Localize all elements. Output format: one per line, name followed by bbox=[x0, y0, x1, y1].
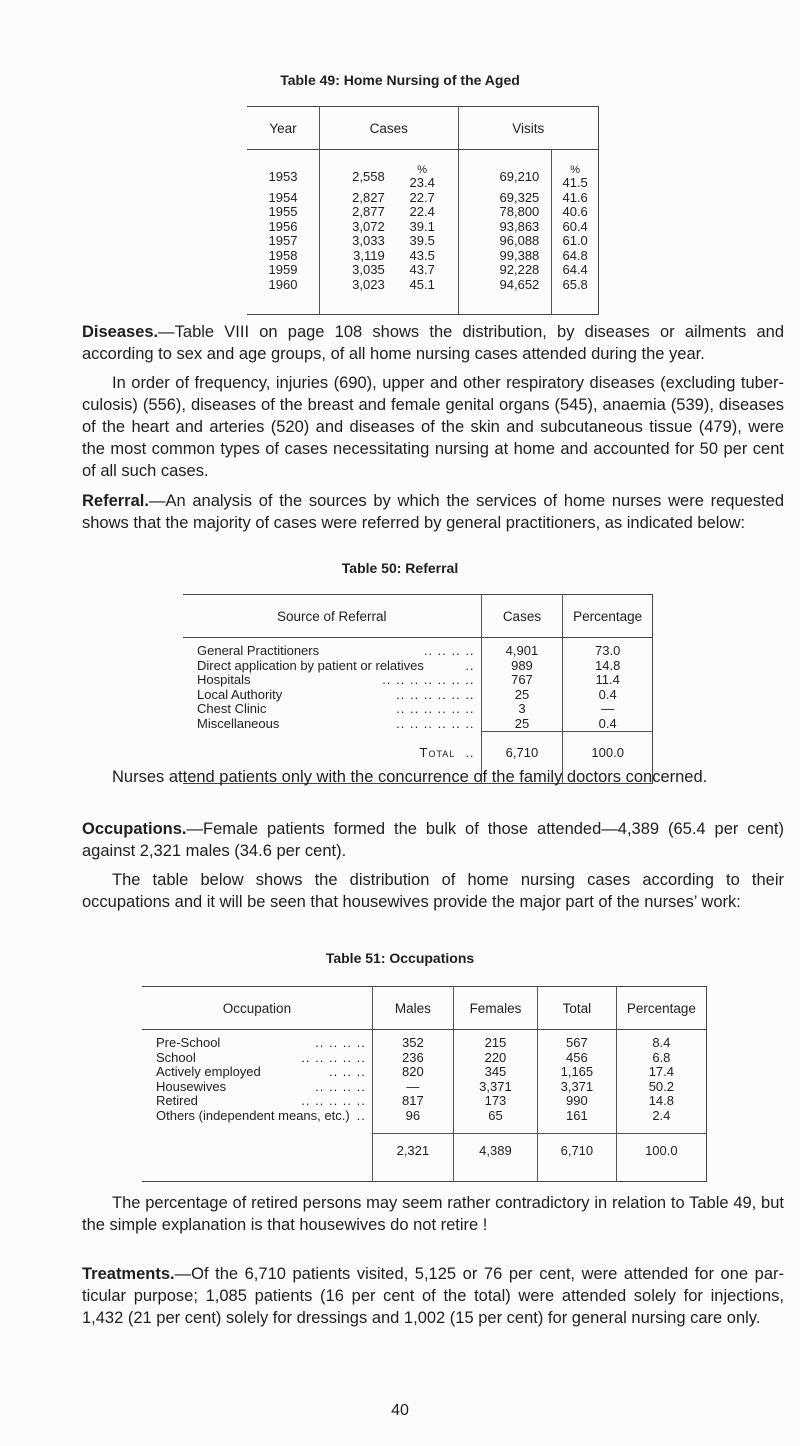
t50-cases: 25 bbox=[481, 717, 563, 732]
t49-year: 1957 bbox=[268, 233, 298, 248]
t50-leader-dots: .. .. .. .. .. .. .. bbox=[382, 672, 475, 687]
t50-source-label: Hospitals bbox=[197, 672, 251, 687]
t49-cases-pct bbox=[397, 220, 458, 235]
t49-visits-pct-value: 41.5 bbox=[562, 175, 588, 190]
t51-occupation-label: Actively employed bbox=[156, 1064, 261, 1079]
t50-percentage: 11.4 bbox=[563, 673, 653, 688]
t51-males: 817 bbox=[372, 1094, 453, 1109]
t49-visits: 69,325 bbox=[458, 191, 552, 206]
t49-cases-pct bbox=[397, 191, 458, 206]
t49-row bbox=[247, 191, 599, 206]
t50-cases: 4,901 bbox=[481, 638, 563, 659]
t50-leader-dots: .. bbox=[465, 657, 475, 673]
t49-cases-pct-value: 39.1 bbox=[409, 218, 435, 234]
t49-visits-pct-value: 65.8 bbox=[562, 276, 588, 292]
t50-cases: 989 bbox=[481, 659, 563, 674]
t49-cases: 3,033 bbox=[320, 234, 397, 249]
t51-occupation bbox=[142, 1094, 372, 1109]
t51-row bbox=[142, 1030, 707, 1051]
t51-total-females: 4,389 bbox=[453, 1134, 537, 1182]
t49-cases-pct bbox=[397, 150, 458, 191]
t51-occupation-label: Retired bbox=[156, 1093, 198, 1108]
t49-visits-pct-value: 61.0 bbox=[562, 233, 588, 248]
t50-source bbox=[183, 702, 481, 717]
table50-caption: Table 50: Referral bbox=[341, 560, 459, 576]
t49-visits-pct-sign: % bbox=[570, 164, 581, 176]
t50-source-label: Miscellaneous bbox=[197, 715, 280, 731]
t50-source bbox=[183, 688, 481, 703]
t50-source bbox=[183, 717, 481, 732]
t51-total: 456 bbox=[538, 1051, 617, 1066]
t49-year: 1959 bbox=[268, 262, 298, 277]
t51-occupation-label: School bbox=[156, 1049, 196, 1065]
t50-source bbox=[183, 638, 481, 659]
t49-visits: 93,863 bbox=[458, 220, 552, 235]
t51-leader-dots: .. .. .. .. bbox=[315, 1078, 366, 1094]
t50-cases: 25 bbox=[481, 688, 563, 703]
t49-row bbox=[247, 150, 599, 191]
t49-cases-pct-value: 43.7 bbox=[409, 262, 435, 277]
diseases-paragraph-2: In order of frequency, injuries (690), upper and other respiratory diseases (excluding tuberculosis) (556), diseases of the breast and female genital organs (545), anaemia (539), diseases of the heart and arteries (520) and diseases of the skin and subcutaneous tissue (479), were the most common types of cases necessitating nursing at home and accounted for 50 per cent of all such cases. bbox=[82, 374, 784, 480]
t51-total: 567 bbox=[538, 1030, 617, 1051]
t49-cases-pct-sign: % bbox=[417, 164, 428, 176]
t50-percentage: 73.0 bbox=[563, 638, 653, 659]
t49-cases-pct-value: 22.4 bbox=[409, 204, 435, 219]
t51-occupation bbox=[142, 1080, 372, 1095]
t49-visits-pct bbox=[552, 278, 599, 315]
t50-leader-dots: .. .. .. .. .. .. bbox=[396, 701, 475, 716]
t49-cases-pct bbox=[397, 234, 458, 249]
t49-header-year: Year bbox=[247, 107, 320, 150]
table49-caption: Table 49: Home Nursing of the Aged bbox=[280, 72, 520, 88]
t50-total-dots: .. bbox=[465, 744, 475, 760]
t49-year: 1956 bbox=[268, 218, 298, 234]
t49-cases: 3,035 bbox=[320, 263, 397, 278]
t51-leader-dots: .. .. .. .. .. bbox=[301, 1093, 366, 1108]
t50-total-percentage: 100.0 bbox=[563, 732, 653, 784]
t51-females: 65 bbox=[453, 1109, 537, 1134]
t49-cases: 3,119 bbox=[320, 249, 397, 264]
t51-percentage: 2.4 bbox=[616, 1109, 706, 1134]
t51-males: 820 bbox=[372, 1065, 453, 1080]
t50-header-cases: Cases bbox=[481, 595, 563, 638]
t50-source-label: General Practitioners bbox=[197, 643, 320, 658]
t51-percentage: 6.8 bbox=[616, 1051, 706, 1066]
t50-row bbox=[183, 659, 653, 674]
t51-total: 990 bbox=[538, 1094, 617, 1109]
t49-visits-pct bbox=[552, 150, 599, 191]
t50-percentage: — bbox=[563, 702, 653, 717]
referral-text: —An analysis of the sources by which the services of home nurses were requested shows that the majority of cases were referred by general practitioners, as indicated below: bbox=[82, 492, 784, 532]
t49-year: 1960 bbox=[268, 276, 298, 292]
t51-total-percentage: 100.0 bbox=[616, 1134, 706, 1182]
t50-row bbox=[183, 717, 653, 732]
t51-females: 345 bbox=[453, 1065, 537, 1080]
t49-visits-pct bbox=[552, 263, 599, 278]
referral-heading: Referral. bbox=[82, 492, 149, 510]
retired-note: The percentage of retired persons may seem rather contradictory in relation to Table 49, but the simple explanation is that housewives do not retire ! bbox=[82, 1194, 784, 1234]
t49-cases: 2,827 bbox=[320, 191, 397, 206]
t50-row bbox=[183, 702, 653, 717]
t49-cases-pct-value: 43.5 bbox=[409, 247, 435, 263]
page-number: 40 bbox=[391, 1402, 409, 1419]
t50-row bbox=[183, 673, 653, 688]
t49-year: 1954 bbox=[268, 189, 298, 205]
occupations-paragraph-1 bbox=[82, 818, 784, 862]
t49-year: 1955 bbox=[268, 204, 298, 219]
t51-occupation bbox=[142, 1065, 372, 1080]
t49-visits: 69,210 bbox=[458, 150, 552, 191]
t50-total-label: Total bbox=[419, 744, 456, 760]
table51 bbox=[142, 986, 707, 1182]
t49-visits-pct bbox=[552, 249, 599, 264]
t49-row bbox=[247, 263, 599, 278]
t49-cases-pct-value: 39.5 bbox=[409, 233, 435, 248]
t51-males: 236 bbox=[372, 1051, 453, 1066]
t51-occupation-label: Pre-School bbox=[156, 1035, 221, 1050]
t50-leader-dots: .. .. .. .. .. .. bbox=[396, 715, 475, 731]
t49-cases: 2,558 bbox=[320, 150, 397, 191]
t49-row bbox=[247, 278, 599, 315]
table50 bbox=[183, 594, 653, 784]
t51-occupation bbox=[142, 1030, 372, 1051]
t51-header-occupation: Occupation bbox=[142, 987, 372, 1030]
t50-source-label: Direct application by patient or relatives bbox=[197, 657, 424, 673]
t50-row bbox=[183, 688, 653, 703]
diseases-text-1: —Table VIII on page 108 shows the distribution, by diseases or ailments and according to sex and age groups, of all home nursing cases attended during the year. bbox=[82, 323, 784, 363]
t49-visits-pct-value: 40.6 bbox=[562, 204, 588, 219]
t50-source bbox=[183, 673, 481, 688]
t49-visits-pct bbox=[552, 205, 599, 220]
t51-body bbox=[142, 1030, 707, 1182]
t50-header-source: Source of Referral bbox=[183, 595, 481, 638]
t50-body bbox=[183, 638, 653, 784]
t50-source-label: Chest Clinic bbox=[197, 701, 267, 716]
t49-cases: 3,072 bbox=[320, 220, 397, 235]
t50-percentage: 14.8 bbox=[563, 659, 653, 674]
t51-leader-dots: .. .. .. bbox=[328, 1064, 366, 1079]
t49-visits: 78,800 bbox=[458, 205, 552, 220]
t51-percentage: 14.8 bbox=[616, 1094, 706, 1109]
treatments-text: —Of the 6,710 patients visited, 5,125 or 76 per cent, were attended for one particular purpose; 1,085 patients (16 per cent of the total) were attended solely for injections, 1,432 (21 per cent) solely for dressings and 1,002 (15 per cent) for general nursing care only. bbox=[82, 1265, 784, 1327]
t49-visits-pct bbox=[552, 191, 599, 206]
t49-cases-pct-value: 22.7 bbox=[409, 189, 435, 205]
t49-cases: 3,023 bbox=[320, 278, 397, 315]
t51-row bbox=[142, 1065, 707, 1080]
t50-header-percentage: Percentage bbox=[563, 595, 653, 638]
t51-occupation bbox=[142, 1051, 372, 1066]
t51-total: 1,165 bbox=[538, 1065, 617, 1080]
t49-visits-pct-value: 64.8 bbox=[562, 247, 588, 263]
t49-header-visits: Visits bbox=[458, 107, 598, 150]
t51-females: 173 bbox=[453, 1094, 537, 1109]
t49-visits: 92,228 bbox=[458, 263, 552, 278]
t51-total-males: 2,321 bbox=[372, 1134, 453, 1182]
t50-leader-dots: .. .. .. .. .. .. bbox=[396, 686, 475, 702]
t51-total: 3,371 bbox=[538, 1080, 617, 1095]
t49-cases-pct bbox=[397, 205, 458, 220]
t50-row bbox=[183, 638, 653, 659]
t51-males: 352 bbox=[372, 1030, 453, 1051]
t49-visits: 99,388 bbox=[458, 249, 552, 264]
t49-header-cases: Cases bbox=[320, 107, 459, 150]
t51-females: 215 bbox=[453, 1030, 537, 1051]
occupations-text-1: —Female patients formed the bulk of those attended—4,389 (65.4 per cent) against 2,321 males (34.6 per cent). bbox=[82, 820, 784, 860]
nurses-note: Nurses attend patients only with the concurrence of the family doctors concerned. bbox=[112, 768, 708, 786]
t50-total-cases: 6,710 bbox=[481, 732, 563, 784]
t50-percentage: 0.4 bbox=[563, 717, 653, 732]
t51-total-total: 6,710 bbox=[538, 1134, 617, 1182]
t51-percentage: 50.2 bbox=[616, 1080, 706, 1095]
table49 bbox=[247, 106, 599, 315]
t49-body bbox=[247, 150, 599, 315]
t49-row bbox=[247, 220, 599, 235]
table51-caption: Table 51: Occupations bbox=[325, 950, 475, 966]
t49-cases-pct-value: 45.1 bbox=[409, 276, 435, 292]
referral-paragraph bbox=[82, 490, 784, 534]
t51-header-males: Males bbox=[372, 987, 453, 1030]
t49-year: 1953 bbox=[268, 169, 298, 184]
t51-header-percentage: Percentage bbox=[616, 987, 706, 1030]
t51-header-females: Females bbox=[453, 987, 537, 1030]
t51-row bbox=[142, 1080, 707, 1095]
occupations-paragraph-2: The table below shows the distribution of home nursing cases according to their occupations and it will be seen that housewives provide the major part of the nurses’ work: bbox=[82, 871, 784, 911]
t49-year: 1958 bbox=[268, 247, 298, 263]
t49-cases-pct bbox=[397, 249, 458, 264]
t51-occupation bbox=[142, 1109, 372, 1134]
t49-cases-pct bbox=[397, 263, 458, 278]
t49-visits-pct-value: 64.4 bbox=[562, 262, 588, 277]
t50-leader-dots: .. .. .. .. bbox=[423, 643, 475, 658]
occupations-heading: Occupations. bbox=[82, 820, 187, 838]
t49-visits: 94,652 bbox=[458, 278, 552, 315]
t51-percentage: 8.4 bbox=[616, 1030, 706, 1051]
t50-cases: 767 bbox=[481, 673, 563, 688]
t49-visits-pct bbox=[552, 234, 599, 249]
t49-row bbox=[247, 205, 599, 220]
t49-visits-pct bbox=[552, 220, 599, 235]
t49-visits: 96,088 bbox=[458, 234, 552, 249]
treatments-heading: Treatments. bbox=[82, 1265, 175, 1283]
diseases-heading: Diseases. bbox=[82, 323, 159, 341]
t50-source-label: Local Authority bbox=[197, 686, 283, 702]
t51-occupation-label: Housewives bbox=[156, 1078, 227, 1094]
t49-row bbox=[247, 249, 599, 264]
t51-leader-dots: .. .. .. .. .. bbox=[301, 1049, 366, 1065]
t49-cases-pct-value: 23.4 bbox=[409, 175, 435, 190]
t49-row bbox=[247, 234, 599, 249]
t49-visits-pct-value: 60.4 bbox=[562, 218, 588, 234]
treatments-paragraph bbox=[82, 1263, 784, 1329]
t49-visits-pct-value: 41.6 bbox=[562, 189, 588, 205]
t51-percentage: 17.4 bbox=[616, 1065, 706, 1080]
t51-males: 96 bbox=[372, 1109, 453, 1134]
t51-occupation-label: Others (independent means, etc.) bbox=[156, 1107, 350, 1123]
t51-row bbox=[142, 1051, 707, 1066]
t51-row bbox=[142, 1109, 707, 1134]
t51-females: 220 bbox=[453, 1051, 537, 1066]
t50-cases: 3 bbox=[481, 702, 563, 717]
t50-percentage: 0.4 bbox=[563, 688, 653, 703]
t51-row bbox=[142, 1094, 707, 1109]
t49-cases: 2,877 bbox=[320, 205, 397, 220]
t51-header-total: Total bbox=[538, 987, 617, 1030]
t51-total: 161 bbox=[538, 1109, 617, 1134]
t51-leader-dots: .. bbox=[356, 1107, 366, 1123]
t51-total-row bbox=[142, 1134, 707, 1182]
diseases-paragraph-1 bbox=[82, 321, 784, 365]
t51-total-blank bbox=[142, 1134, 372, 1182]
t51-males: — bbox=[372, 1080, 453, 1095]
t49-cases-pct bbox=[397, 278, 458, 315]
t51-leader-dots: .. .. .. .. bbox=[315, 1035, 366, 1050]
t51-females: 3,371 bbox=[453, 1080, 537, 1095]
t50-source bbox=[183, 659, 481, 674]
